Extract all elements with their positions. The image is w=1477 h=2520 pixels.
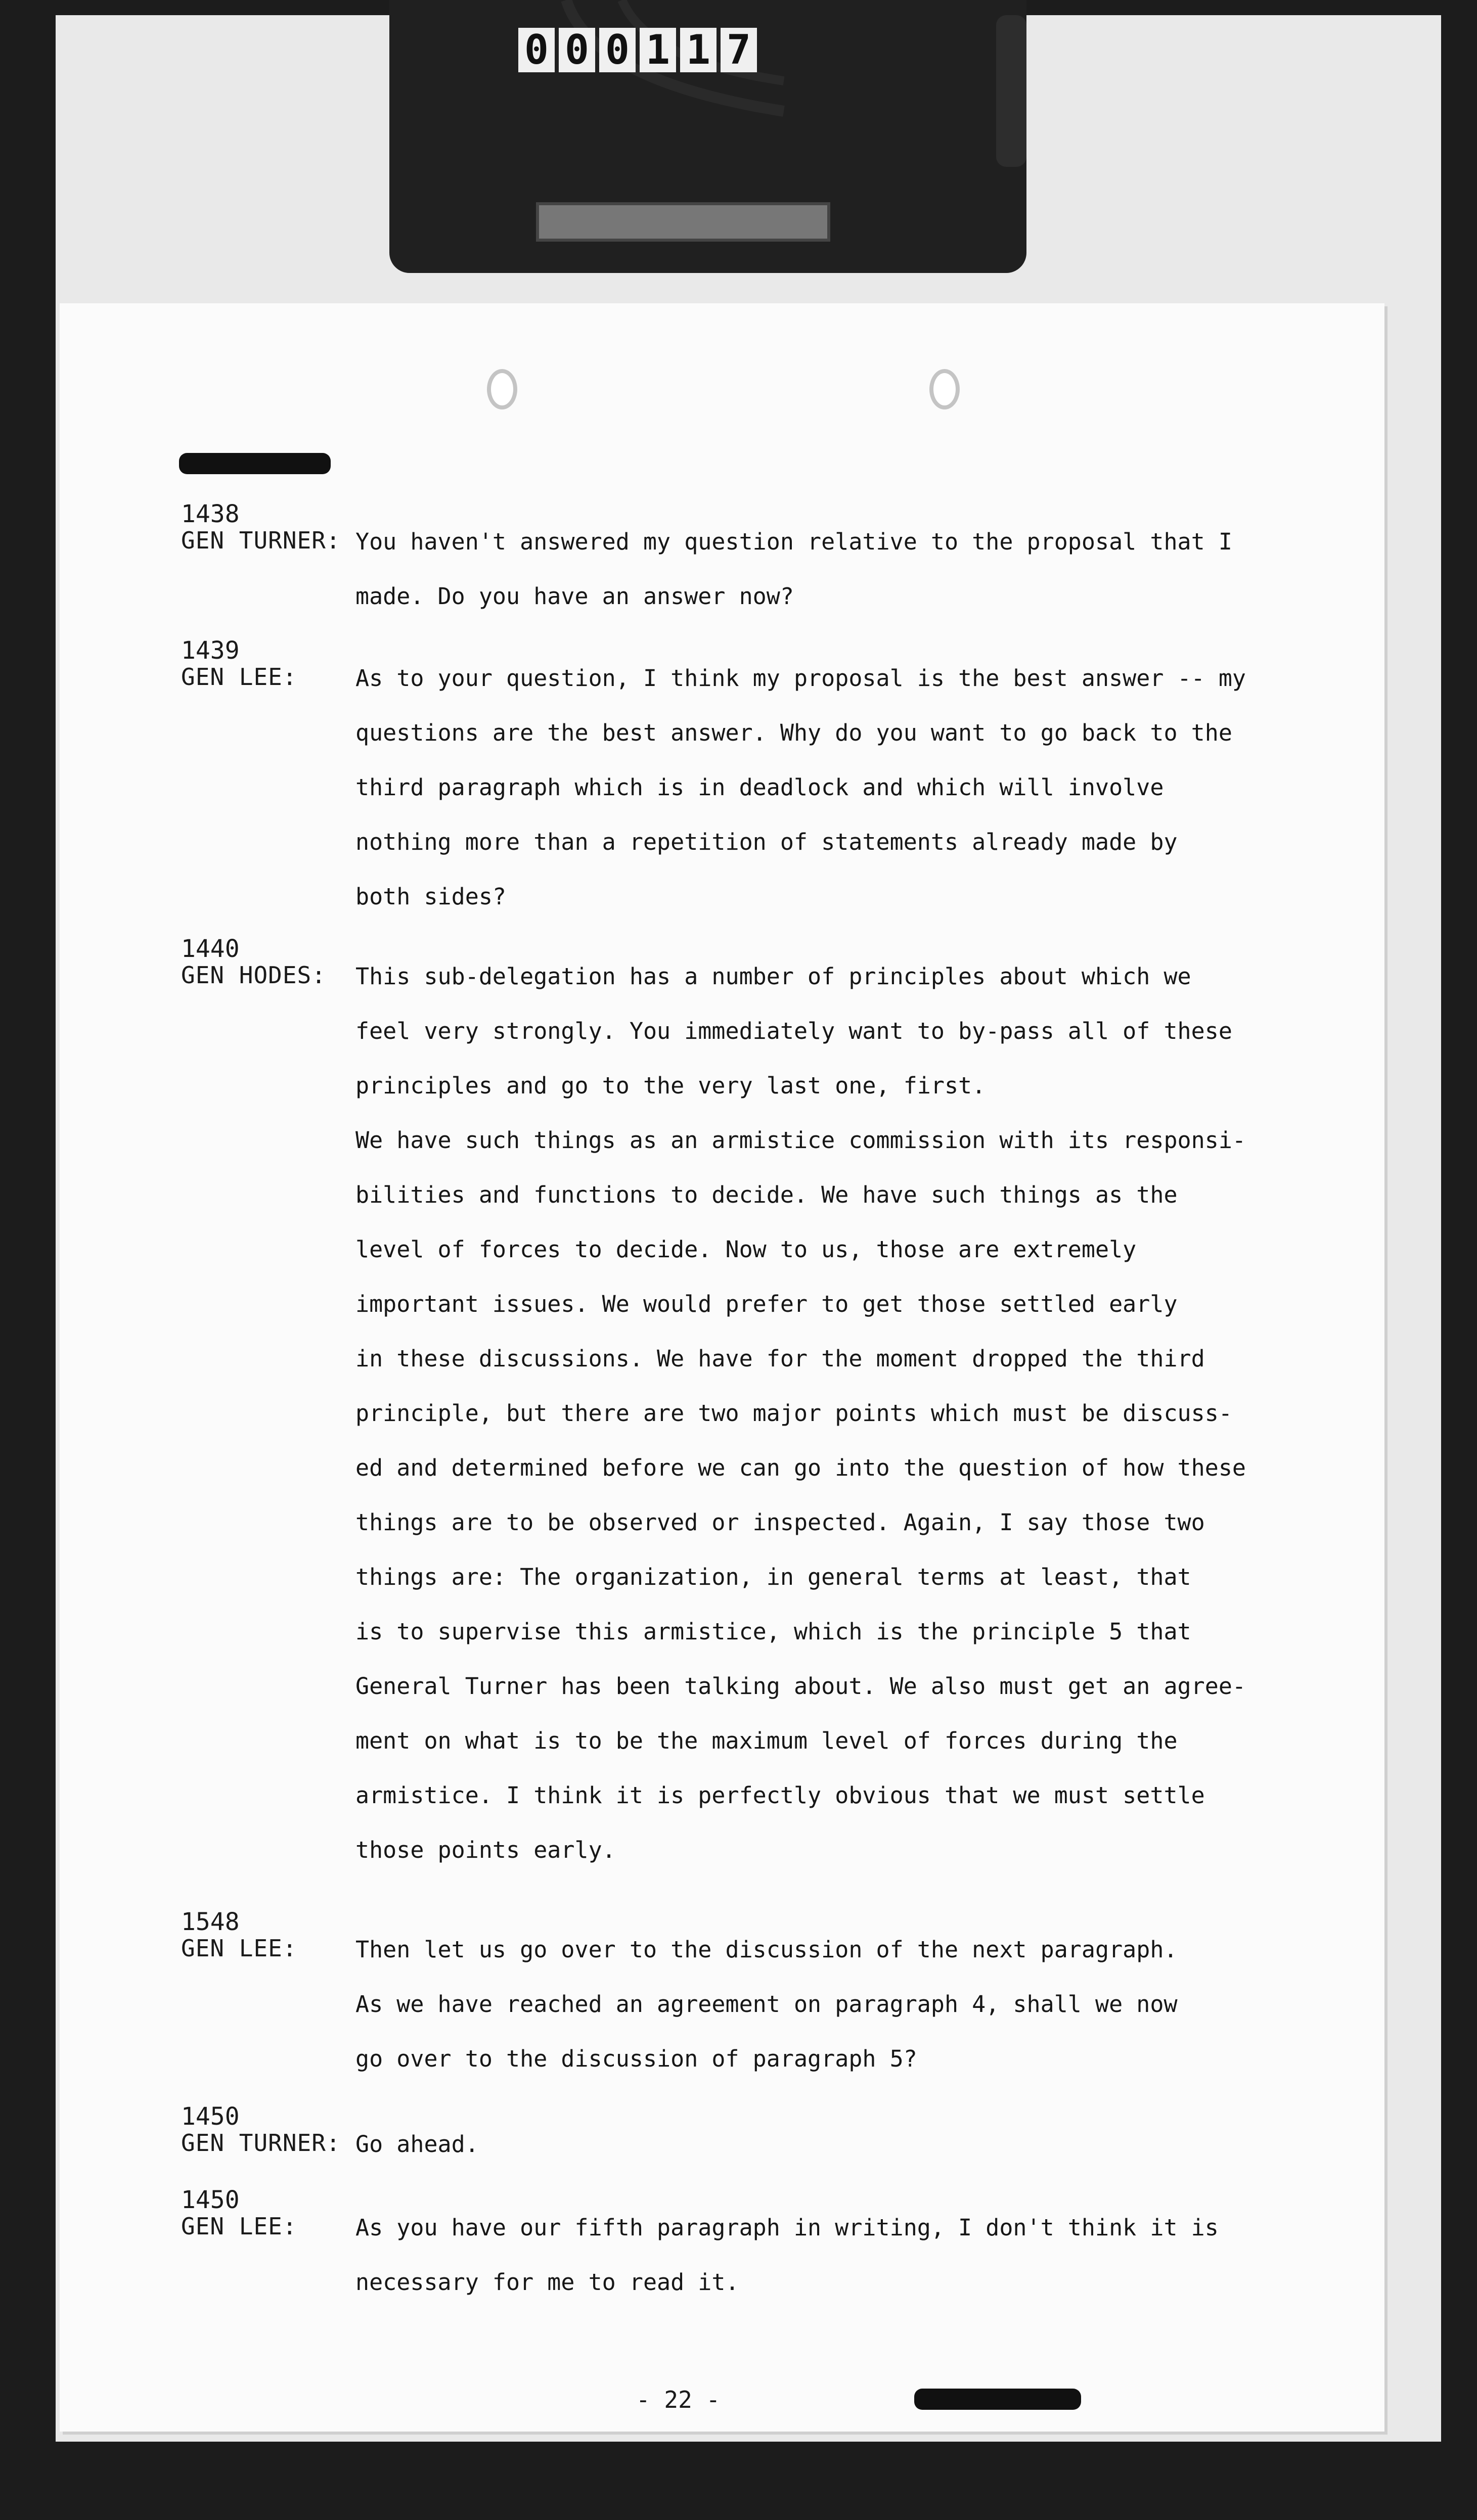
entry-time: 1439 bbox=[181, 636, 240, 665]
counter-digit: 0 bbox=[599, 28, 636, 72]
entry-speaker: GEN TURNER: bbox=[181, 527, 341, 554]
entry-text bbox=[355, 2213, 1219, 2322]
text-line: things are to be observed or inspected. Again, I say those two bbox=[355, 1509, 1205, 1536]
text-line: both sides? bbox=[355, 883, 507, 910]
entry-speaker: GEN TURNER: bbox=[181, 2129, 341, 2157]
text-line: armistice. I think it is perfectly obvious that we must settle bbox=[355, 1782, 1205, 1809]
text-line: As we have reached an agreement on paragraph 4, shall we now bbox=[355, 1991, 1178, 2018]
punch-hole bbox=[487, 369, 517, 409]
page-number: - 22 - bbox=[636, 2386, 721, 2413]
entry-speaker: GEN LEE: bbox=[181, 663, 297, 691]
counter-digit: 1 bbox=[640, 28, 676, 72]
entry-text bbox=[355, 961, 1246, 1890]
redaction-mark bbox=[914, 2389, 1081, 2410]
frame-counter-digits bbox=[518, 28, 757, 72]
text-line: Go ahead. bbox=[355, 2131, 479, 2158]
counter-plate bbox=[536, 202, 830, 242]
text-line: level of forces to decide. Now to us, those are extremely bbox=[355, 1236, 1137, 1263]
entry-text bbox=[355, 527, 1232, 636]
text-line: go over to the discussion of paragraph 5? bbox=[355, 2045, 917, 2072]
redaction-mark bbox=[179, 453, 331, 474]
punch-hole bbox=[929, 369, 960, 409]
text-line: Then let us go over to the discussion of the next paragraph. bbox=[355, 1936, 1178, 1963]
text-line: those points early. bbox=[355, 1837, 616, 1863]
entry-speaker: GEN LEE: bbox=[181, 2213, 297, 2240]
entry-time: 1548 bbox=[181, 1908, 240, 1936]
counter-digit: 0 bbox=[559, 28, 595, 72]
text-line: As you have our fifth paragraph in writing, I don't think it is bbox=[355, 2214, 1219, 2241]
text-line: bilities and functions to decide. We have such things as the bbox=[355, 1181, 1178, 1208]
entry-time: 1450 bbox=[181, 2102, 240, 2131]
text-line: made. Do you have an answer now? bbox=[355, 583, 794, 610]
text-line: ed and determined before we can go into the question of how these bbox=[355, 1454, 1246, 1481]
entry-speaker: GEN HODES: bbox=[181, 961, 326, 989]
entry-text bbox=[355, 663, 1246, 936]
text-line: things are: The organization, in general terms at least, that bbox=[355, 1564, 1191, 1590]
text-line: nothing more than a repetition of statements already made by bbox=[355, 829, 1178, 855]
text-line: feel very strongly. You immediately want to by-pass all of these bbox=[355, 1018, 1232, 1044]
text-line: questions are the best answer. Why do you want to go back to the bbox=[355, 719, 1232, 746]
entry-text bbox=[355, 1935, 1178, 2098]
text-line: is to supervise this armistice, which is the principle 5 that bbox=[355, 1618, 1191, 1645]
frame-counter-device bbox=[389, 0, 1026, 273]
counter-digit: 1 bbox=[680, 28, 717, 72]
text-line: in these discussions. We have for the moment dropped the third bbox=[355, 1345, 1205, 1372]
text-line: principle, but there are two major points which must be discuss- bbox=[355, 1400, 1232, 1427]
transcript-page bbox=[60, 303, 1384, 2432]
counter-knob bbox=[996, 15, 1026, 167]
text-line: principles and go to the very last one, first. bbox=[355, 1072, 986, 1099]
entry-speaker: GEN LEE: bbox=[181, 1935, 297, 1962]
text-line: necessary for me to read it. bbox=[355, 2269, 739, 2296]
text-line: This sub-delegation has a number of principles about which we bbox=[355, 963, 1191, 990]
entry-time: 1438 bbox=[181, 500, 240, 528]
text-line: You haven't answered my question relative to the proposal that I bbox=[355, 528, 1232, 555]
entry-text bbox=[355, 2129, 479, 2184]
text-line: important issues. We would prefer to get those settled early bbox=[355, 1291, 1178, 1317]
text-line: As to your question, I think my proposal is the best answer -- my bbox=[355, 665, 1246, 692]
counter-digit: 0 bbox=[518, 28, 555, 72]
text-line: We have such things as an armistice commission with its responsi- bbox=[355, 1127, 1246, 1154]
entry-time: 1450 bbox=[181, 2186, 240, 2214]
entry-time: 1440 bbox=[181, 935, 240, 963]
text-line: third paragraph which is in deadlock and which will involve bbox=[355, 774, 1164, 801]
text-line: General Turner has been talking about. We also must get an agree- bbox=[355, 1673, 1246, 1700]
counter-digit: 7 bbox=[721, 28, 757, 72]
text-line: ment on what is to be the maximum level of forces during the bbox=[355, 1727, 1178, 1754]
